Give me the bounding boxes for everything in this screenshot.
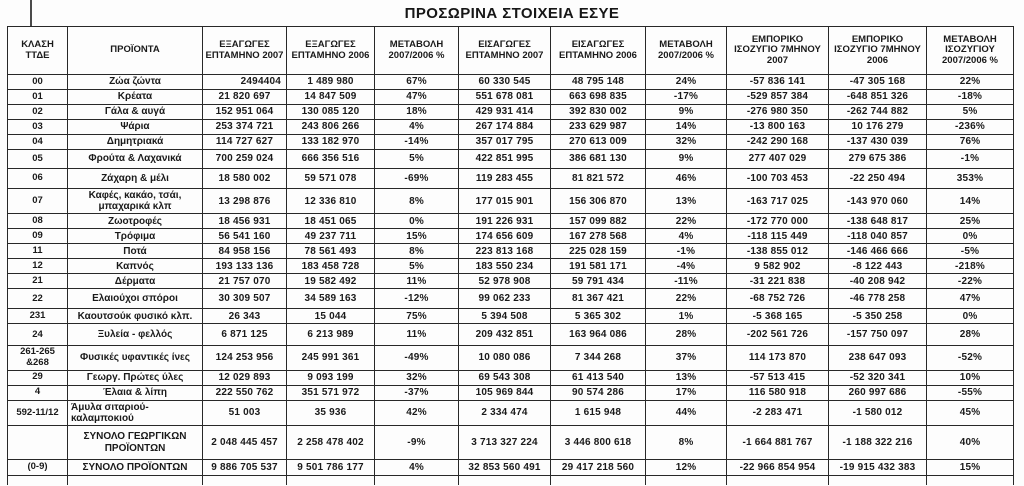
table-body <box>8 75 1014 485</box>
cell-bal2007: 114 173 870 <box>727 346 829 370</box>
cell-bal2006: 10 176 279 <box>829 120 927 135</box>
cell-imp2006: 59 791 434 <box>551 274 646 289</box>
cell-product: ΣΥΝΟΛΟ ΠΡΟΪΟΝΤΩΝ <box>68 460 203 476</box>
cutoff-cell <box>203 476 287 485</box>
cell-imp2007: 177 015 901 <box>459 189 551 214</box>
table-row <box>8 259 1014 274</box>
cell-class: 03 <box>8 120 68 135</box>
cell-chg-imp: 24% <box>646 75 727 90</box>
cell-exp2006: 666 356 516 <box>287 150 375 169</box>
cutoff-cell <box>727 476 829 485</box>
cell-bal2007: -5 368 165 <box>727 309 829 324</box>
cell-product: Ζωοτροφές <box>68 214 203 229</box>
cell-imp2006: 157 099 882 <box>551 214 646 229</box>
cell-bal2006: -1 188 322 216 <box>829 426 927 460</box>
cell-product: Γάλα & αυγά <box>68 105 203 120</box>
cell-chg-imp: -17% <box>646 90 727 105</box>
cell-bal2006: -648 851 326 <box>829 90 927 105</box>
cell-chg-exp: 8% <box>375 244 459 259</box>
cell-class: 21 <box>8 274 68 289</box>
cell-bal2007: -13 800 163 <box>727 120 829 135</box>
cell-chg-bal: 47% <box>927 289 1014 309</box>
cell-chg-imp: 13% <box>646 370 727 385</box>
scan-artifact-line <box>30 0 32 26</box>
cell-chg-bal: 22% <box>927 75 1014 90</box>
cell-imp2007: 357 017 795 <box>459 135 551 150</box>
cell-exp2006: 130 085 120 <box>287 105 375 120</box>
cell-exp2007: 21 757 070 <box>203 274 287 289</box>
cell-exp2006: 34 589 163 <box>287 289 375 309</box>
header-row <box>8 27 1014 75</box>
cell-imp2007: 551 678 081 <box>459 90 551 105</box>
cell-chg-exp: -37% <box>375 385 459 400</box>
table-row <box>8 370 1014 385</box>
cutoff-cell <box>829 476 927 485</box>
cell-product: Ζάχαρη & μέλι <box>68 169 203 189</box>
cell-imp2006: 1 615 948 <box>551 400 646 425</box>
cell-imp2007: 5 394 508 <box>459 309 551 324</box>
cell-chg-bal: 28% <box>927 324 1014 346</box>
cell-class: 231 <box>8 309 68 324</box>
cell-product: Έλαια & λίπη <box>68 385 203 400</box>
cell-chg-bal: 10% <box>927 370 1014 385</box>
table-row <box>8 426 1014 460</box>
cutoff-cell <box>68 476 203 485</box>
cutoff-cell <box>646 476 727 485</box>
cell-imp2007: 99 062 233 <box>459 289 551 309</box>
cell-product: Τρόφιμα <box>68 229 203 244</box>
cell-bal2007: -118 115 449 <box>727 229 829 244</box>
cell-class: 08 <box>8 214 68 229</box>
cell-imp2007: 69 543 308 <box>459 370 551 385</box>
cell-exp2006: 183 458 728 <box>287 259 375 274</box>
cell-imp2007: 429 931 414 <box>459 105 551 120</box>
cell-chg-exp: 4% <box>375 460 459 476</box>
cell-chg-exp: 42% <box>375 400 459 425</box>
cell-chg-exp: -9% <box>375 426 459 460</box>
cell-product: Ξυλεία - φελλός <box>68 324 203 346</box>
cell-chg-imp: 37% <box>646 346 727 370</box>
table-row <box>8 460 1014 476</box>
cell-exp2007: 18 456 931 <box>203 214 287 229</box>
cell-class: 09 <box>8 229 68 244</box>
cell-exp2006: 351 571 972 <box>287 385 375 400</box>
cell-exp2007: 222 550 762 <box>203 385 287 400</box>
cell-imp2006: 233 629 987 <box>551 120 646 135</box>
cell-chg-exp: -69% <box>375 169 459 189</box>
column-header-bal2006: ΕΜΠΟΡΙΚΟ ΙΣΟΖΥΓΙΟ 7ΜΗΝΟΥ 2006 <box>829 27 927 75</box>
cell-imp2006: 392 830 002 <box>551 105 646 120</box>
cutoff-cell <box>375 476 459 485</box>
column-header-chg-exp: ΜΕΤΑΒΟΛΗ 2007/2006 % <box>375 27 459 75</box>
cell-imp2007: 105 969 844 <box>459 385 551 400</box>
table-row <box>8 309 1014 324</box>
cell-exp2007: 124 253 956 <box>203 346 287 370</box>
cell-chg-bal: 353% <box>927 169 1014 189</box>
cell-exp2007: 12 029 893 <box>203 370 287 385</box>
cell-bal2006: -143 970 060 <box>829 189 927 214</box>
cell-bal2007: 116 580 918 <box>727 385 829 400</box>
cell-imp2006: 5 365 302 <box>551 309 646 324</box>
cell-imp2006: 270 613 009 <box>551 135 646 150</box>
cell-product: ΣΥΝΟΛΟ ΓΕΩΡΓΙΚΩΝ ΠΡΟΪΟΝΤΩΝ <box>68 426 203 460</box>
cell-product: Φυσικές υφαντικές ίνες <box>68 346 203 370</box>
cell-bal2006: -19 915 432 383 <box>829 460 927 476</box>
column-header-class: ΚΛΑΣΗ ΤΤΔΕ <box>8 27 68 75</box>
cell-chg-bal: -218% <box>927 259 1014 274</box>
column-header-chg-bal: ΜΕΤΑΒΟΛΗ ΙΣΟΖΥΓΙΟΥ 2007/2006 % <box>927 27 1014 75</box>
cell-chg-bal: -55% <box>927 385 1014 400</box>
cell-exp2006: 14 847 509 <box>287 90 375 105</box>
cell-bal2006: -46 778 258 <box>829 289 927 309</box>
cell-bal2007: -2 283 471 <box>727 400 829 425</box>
table-row <box>8 189 1014 214</box>
cell-exp2007: 253 374 721 <box>203 120 287 135</box>
cell-imp2006: 191 581 171 <box>551 259 646 274</box>
cell-imp2006: 156 306 870 <box>551 189 646 214</box>
cell-bal2006: -1 580 012 <box>829 400 927 425</box>
cell-bal2006: -40 208 942 <box>829 274 927 289</box>
cell-bal2006: -5 350 258 <box>829 309 927 324</box>
cell-imp2006: 663 698 835 <box>551 90 646 105</box>
cell-chg-imp: 4% <box>646 229 727 244</box>
cell-imp2006: 61 413 540 <box>551 370 646 385</box>
cell-chg-imp: 1% <box>646 309 727 324</box>
cell-imp2007: 52 978 908 <box>459 274 551 289</box>
cell-chg-bal: -22% <box>927 274 1014 289</box>
cell-bal2006: -22 250 494 <box>829 169 927 189</box>
table-row <box>8 229 1014 244</box>
cell-imp2007: 267 174 884 <box>459 120 551 135</box>
cell-chg-bal: -5% <box>927 244 1014 259</box>
cell-exp2006: 2 258 478 402 <box>287 426 375 460</box>
cell-product: Ψάρια <box>68 120 203 135</box>
cell-bal2006: -146 466 666 <box>829 244 927 259</box>
cell-chg-exp: 32% <box>375 370 459 385</box>
column-header-imp2007: ΕΙΣΑΓΩΓΕΣ ΕΠΤΑΜΗΝΟ 2007 <box>459 27 551 75</box>
cell-bal2006: -137 430 039 <box>829 135 927 150</box>
cell-chg-exp: 0% <box>375 214 459 229</box>
cell-chg-imp: 9% <box>646 150 727 169</box>
cell-chg-imp: 17% <box>646 385 727 400</box>
cell-chg-imp: 22% <box>646 289 727 309</box>
cell-exp2006: 59 571 078 <box>287 169 375 189</box>
cell-bal2007: -100 703 453 <box>727 169 829 189</box>
cell-exp2006: 9 093 199 <box>287 370 375 385</box>
cell-chg-imp: 14% <box>646 120 727 135</box>
cell-chg-bal: 45% <box>927 400 1014 425</box>
cell-class: 4 <box>8 385 68 400</box>
cell-chg-exp: 11% <box>375 324 459 346</box>
cell-chg-imp: -4% <box>646 259 727 274</box>
cell-bal2006: 279 675 386 <box>829 150 927 169</box>
cell-product: Δημητριακά <box>68 135 203 150</box>
cell-chg-bal: 76% <box>927 135 1014 150</box>
cell-exp2006: 12 336 810 <box>287 189 375 214</box>
cell-chg-bal: -52% <box>927 346 1014 370</box>
cell-exp2006: 18 451 065 <box>287 214 375 229</box>
cell-bal2007: -68 752 726 <box>727 289 829 309</box>
cell-class: (0-9) <box>8 460 68 476</box>
cell-class: 592-11/12 <box>8 400 68 425</box>
cell-bal2007: -172 770 000 <box>727 214 829 229</box>
cell-chg-bal: -18% <box>927 90 1014 105</box>
cell-chg-bal: 25% <box>927 214 1014 229</box>
cell-exp2007: 21 820 697 <box>203 90 287 105</box>
cell-chg-exp: -12% <box>375 289 459 309</box>
cell-chg-bal: 15% <box>927 460 1014 476</box>
cell-chg-exp: 11% <box>375 274 459 289</box>
cell-class: 06 <box>8 169 68 189</box>
table-row <box>8 244 1014 259</box>
column-header-imp2006: ΕΙΣΑΓΩΓΕΣ ΕΠΤΑΜΗΝΟ 2006 <box>551 27 646 75</box>
cell-product: Καφές, κακάο, τσάι, μπαχαρικά κλπ <box>68 189 203 214</box>
cell-exp2007: 56 541 160 <box>203 229 287 244</box>
cell-exp2007: 30 309 507 <box>203 289 287 309</box>
cell-bal2007: -31 221 838 <box>727 274 829 289</box>
cell-exp2006: 133 182 970 <box>287 135 375 150</box>
column-header-exp2006: ΕΞΑΓΩΓΕΣ ΕΠΤΑΜΗΝΟ 2006 <box>287 27 375 75</box>
column-header-exp2007: ΕΞΑΓΩΓΕΣ ΕΠΤΑΜΗΝΟ 2007 <box>203 27 287 75</box>
cutoff-cell <box>8 476 68 485</box>
cutoff-row <box>8 476 1014 485</box>
cell-chg-imp: 13% <box>646 189 727 214</box>
cell-chg-exp: 5% <box>375 259 459 274</box>
cell-bal2007: -57 513 415 <box>727 370 829 385</box>
cell-chg-imp: -11% <box>646 274 727 289</box>
cell-class: 02 <box>8 105 68 120</box>
cell-bal2007: -163 717 025 <box>727 189 829 214</box>
cell-exp2006: 9 501 786 177 <box>287 460 375 476</box>
cell-bal2006: -138 648 817 <box>829 214 927 229</box>
cell-bal2007: -138 855 012 <box>727 244 829 259</box>
cell-chg-imp: 28% <box>646 324 727 346</box>
cell-exp2007: 84 958 156 <box>203 244 287 259</box>
cutoff-cell <box>459 476 551 485</box>
cell-exp2007: 18 580 002 <box>203 169 287 189</box>
table-row <box>8 150 1014 169</box>
cell-chg-exp: 15% <box>375 229 459 244</box>
cell-exp2007: 13 298 876 <box>203 189 287 214</box>
cell-exp2006: 6 213 989 <box>287 324 375 346</box>
cell-imp2006: 225 028 159 <box>551 244 646 259</box>
table-row <box>8 289 1014 309</box>
cell-imp2007: 10 080 086 <box>459 346 551 370</box>
cell-imp2007: 209 432 851 <box>459 324 551 346</box>
cell-chg-exp: 5% <box>375 150 459 169</box>
cell-exp2007: 152 951 064 <box>203 105 287 120</box>
cell-chg-bal: 0% <box>927 309 1014 324</box>
cell-bal2006: -47 305 168 <box>829 75 927 90</box>
cell-chg-exp: -49% <box>375 346 459 370</box>
cell-bal2006: -52 320 341 <box>829 370 927 385</box>
table-row <box>8 120 1014 135</box>
cell-imp2006: 90 574 286 <box>551 385 646 400</box>
cell-exp2006: 35 936 <box>287 400 375 425</box>
cell-imp2006: 29 417 218 560 <box>551 460 646 476</box>
cell-product: Γεωργ. Πρώτες ύλες <box>68 370 203 385</box>
cell-class: 29 <box>8 370 68 385</box>
cell-imp2006: 81 821 572 <box>551 169 646 189</box>
cell-imp2007: 2 334 474 <box>459 400 551 425</box>
cell-exp2006: 1 489 980 <box>287 75 375 90</box>
trade-statistics-table <box>7 26 1014 485</box>
cell-product: Ελαιούχοι σπόροι <box>68 289 203 309</box>
cell-class: 00 <box>8 75 68 90</box>
cell-bal2007: -1 664 881 767 <box>727 426 829 460</box>
cell-exp2007: 2494404 <box>203 75 287 90</box>
page-title: ΠΡΟΣΩΡΙΝΑ ΣΤΟΙΧΕΙΑ ΕΣΥΕ <box>404 5 620 22</box>
cell-product: Κρέατα <box>68 90 203 105</box>
cell-class: 11 <box>8 244 68 259</box>
cell-chg-imp: 8% <box>646 426 727 460</box>
cell-class: 261-265 &268 <box>8 346 68 370</box>
cell-chg-exp: 18% <box>375 105 459 120</box>
cell-product: Δέρματα <box>68 274 203 289</box>
table-row <box>8 169 1014 189</box>
table-row <box>8 346 1014 370</box>
cell-chg-bal: 5% <box>927 105 1014 120</box>
cell-chg-bal: 40% <box>927 426 1014 460</box>
cell-chg-exp: 8% <box>375 189 459 214</box>
cell-bal2007: -22 966 854 954 <box>727 460 829 476</box>
table-row <box>8 75 1014 90</box>
cell-imp2007: 32 853 560 491 <box>459 460 551 476</box>
cell-chg-imp: -1% <box>646 244 727 259</box>
cell-chg-bal: -236% <box>927 120 1014 135</box>
cell-bal2007: -529 857 384 <box>727 90 829 105</box>
cell-class: 07 <box>8 189 68 214</box>
cell-bal2007: -242 290 168 <box>727 135 829 150</box>
cell-exp2007: 193 133 136 <box>203 259 287 274</box>
cell-chg-bal: 14% <box>927 189 1014 214</box>
table-row <box>8 135 1014 150</box>
cell-chg-exp: 47% <box>375 90 459 105</box>
cell-exp2006: 243 806 266 <box>287 120 375 135</box>
cell-chg-exp: 4% <box>375 120 459 135</box>
cell-imp2006: 163 964 086 <box>551 324 646 346</box>
cell-imp2007: 183 550 234 <box>459 259 551 274</box>
cell-chg-imp: 44% <box>646 400 727 425</box>
cell-exp2007: 26 343 <box>203 309 287 324</box>
cell-exp2006: 49 237 711 <box>287 229 375 244</box>
cell-bal2007: -276 980 350 <box>727 105 829 120</box>
cell-imp2006: 386 681 130 <box>551 150 646 169</box>
cell-class: 04 <box>8 135 68 150</box>
cell-imp2007: 60 330 545 <box>459 75 551 90</box>
column-header-product: ΠΡΟΪΟΝΤΑ <box>68 27 203 75</box>
cell-product: Ζώα ζώντα <box>68 75 203 90</box>
cell-class: 01 <box>8 90 68 105</box>
cell-imp2007: 223 813 168 <box>459 244 551 259</box>
cell-bal2006: -157 750 097 <box>829 324 927 346</box>
cell-exp2006: 245 991 361 <box>287 346 375 370</box>
cell-exp2007: 2 048 445 457 <box>203 426 287 460</box>
cell-chg-imp: 46% <box>646 169 727 189</box>
cell-class: 24 <box>8 324 68 346</box>
cell-bal2007: -57 836 141 <box>727 75 829 90</box>
cell-exp2007: 114 727 627 <box>203 135 287 150</box>
cutoff-cell <box>287 476 375 485</box>
cell-bal2006: 260 997 686 <box>829 385 927 400</box>
table-row <box>8 214 1014 229</box>
cell-chg-imp: 22% <box>646 214 727 229</box>
table-row <box>8 105 1014 120</box>
cell-chg-exp: 75% <box>375 309 459 324</box>
cell-exp2006: 15 044 <box>287 309 375 324</box>
cell-imp2007: 191 226 931 <box>459 214 551 229</box>
cell-class: 22 <box>8 289 68 309</box>
cell-chg-exp: 67% <box>375 75 459 90</box>
cell-class: 05 <box>8 150 68 169</box>
cell-bal2006: -262 744 882 <box>829 105 927 120</box>
cell-chg-bal: 0% <box>927 229 1014 244</box>
cell-exp2006: 78 561 493 <box>287 244 375 259</box>
cell-product: Καουτσούκ φυσικό κλπ. <box>68 309 203 324</box>
cell-class <box>8 426 68 460</box>
cell-exp2007: 700 259 024 <box>203 150 287 169</box>
column-header-bal2007: ΕΜΠΟΡΙΚΟ ΙΣΟΖΥΓΙΟ 7ΜΗΝΟΥ 2007 <box>727 27 829 75</box>
table-row <box>8 385 1014 400</box>
table-row <box>8 400 1014 425</box>
cutoff-cell <box>551 476 646 485</box>
cell-chg-bal: -1% <box>927 150 1014 169</box>
cell-imp2006: 7 344 268 <box>551 346 646 370</box>
cell-imp2007: 119 283 455 <box>459 169 551 189</box>
cell-imp2007: 174 656 609 <box>459 229 551 244</box>
cell-bal2007: -202 561 726 <box>727 324 829 346</box>
cell-bal2007: 9 582 902 <box>727 259 829 274</box>
cell-chg-imp: 9% <box>646 105 727 120</box>
cell-bal2006: -8 122 443 <box>829 259 927 274</box>
cell-bal2006: -118 040 857 <box>829 229 927 244</box>
cell-exp2006: 19 582 492 <box>287 274 375 289</box>
cell-product: Ποτά <box>68 244 203 259</box>
table-row <box>8 324 1014 346</box>
column-header-chg-imp: ΜΕΤΑΒΟΛΗ 2007/2006 % <box>646 27 727 75</box>
cell-exp2007: 51 003 <box>203 400 287 425</box>
cell-class: 12 <box>8 259 68 274</box>
cell-product: Καπνός <box>68 259 203 274</box>
cutoff-cell <box>927 476 1014 485</box>
cell-product: Φρούτα & Λαχανικά <box>68 150 203 169</box>
cell-imp2006: 48 795 148 <box>551 75 646 90</box>
cell-chg-imp: 32% <box>646 135 727 150</box>
cell-chg-imp: 12% <box>646 460 727 476</box>
cell-bal2006: 238 647 093 <box>829 346 927 370</box>
cell-imp2006: 3 446 800 618 <box>551 426 646 460</box>
cell-chg-exp: -14% <box>375 135 459 150</box>
cell-imp2007: 3 713 327 224 <box>459 426 551 460</box>
cell-exp2007: 9 886 705 537 <box>203 460 287 476</box>
cell-exp2007: 6 871 125 <box>203 324 287 346</box>
table-row <box>8 90 1014 105</box>
cell-imp2007: 422 851 995 <box>459 150 551 169</box>
cell-imp2006: 81 367 421 <box>551 289 646 309</box>
cell-bal2007: 277 407 029 <box>727 150 829 169</box>
table-row <box>8 274 1014 289</box>
cell-imp2006: 167 278 568 <box>551 229 646 244</box>
cell-product: Άμυλα σιταριού-καλαμποκιού <box>68 400 203 425</box>
